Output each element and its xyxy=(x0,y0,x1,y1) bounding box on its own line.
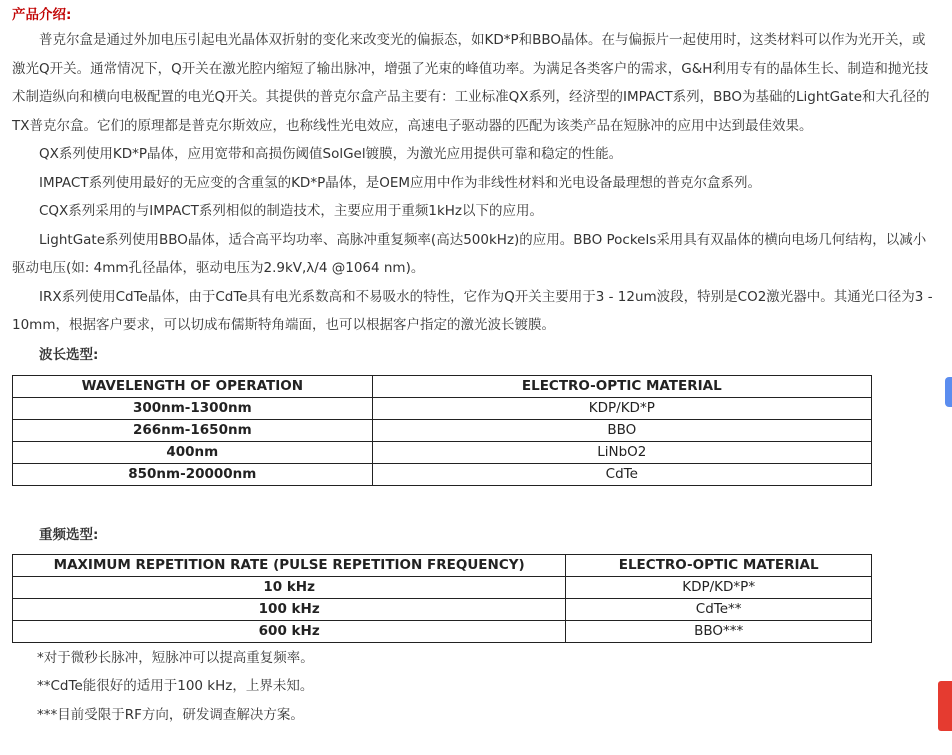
material-cell: BBO*** xyxy=(566,620,872,642)
wavelength-cell: 400nm xyxy=(13,441,373,463)
reprate-cell: 100 kHz xyxy=(13,598,566,620)
wavelength-cell: 266nm-1650nm xyxy=(13,419,373,441)
table-row xyxy=(13,463,872,485)
column-header: WAVELENGTH OF OPERATION xyxy=(13,375,373,397)
table-row xyxy=(13,598,872,620)
side-float-tab[interactable] xyxy=(938,681,952,731)
intro-paragraph: 普克尔盒是通过外加电压引起电光晶体双折射的变化来改变光的偏振态，如KD*P和BBO晶体。在与偏振片一起使用时，这类材料可以作为光开关，或激光Q开关。通常情况下，Q开关在激光腔内缩短了输出脉冲，增强了光束的峰值功率。为满足各类客户的需求，G&H利用专有的晶体生长、制造和抛光技术制造纵向和横向电极配置的电光Q开关。其提供的普克尔盒产品主要有：工业标准QX系列，经济型的IMPACT系列，BBO为基础的LightGate和大孔径的TX普克尔盒。它们的原理都是普克尔斯效应，也称线性光电效应，高速电子驱动器的匹配为该类产品在短脉冲的应用中达到最佳效果。 xyxy=(12,32,930,134)
footnotes xyxy=(12,644,938,730)
table-row xyxy=(13,620,872,642)
lightgate-series-paragraph: LightGate系列使用BBO晶体，适合高平均功率、高脉冲重复频率(高达500kHz)的应用。BBO Pockels采用具有双晶体的横向电场几何结构，以减小驱动电压(如: 4mm孔径晶体，驱动电压为2.9kV,λ/4 @1064 nm)。 xyxy=(12,231,927,276)
side-scroll-tab[interactable] xyxy=(945,377,952,407)
wavelength-cell: 300nm-1300nm xyxy=(13,397,373,419)
wavelength-table xyxy=(12,375,872,486)
material-cell: BBO xyxy=(372,419,871,441)
material-cell: LiNbO2 xyxy=(372,441,871,463)
table-row xyxy=(13,576,872,598)
material-cell: KDP/KD*P* xyxy=(566,576,872,598)
cqx-series-paragraph: CQX系列采用的与IMPACT系列相似的制造技术，主要应用于重频1kHz以下的应用。 xyxy=(39,203,544,219)
qx-series-paragraph: QX系列使用KD*P晶体，应用宽带和高损伤阈值SolGel镀膜，为激光应用提供可靠和稳定的性能。 xyxy=(39,146,623,162)
column-header: MAXIMUM REPETITION RATE (PULSE REPETITION FREQUENCY) xyxy=(13,554,566,576)
material-cell: CdTe** xyxy=(566,598,872,620)
material-cell: KDP/KD*P xyxy=(372,397,871,419)
table-row xyxy=(13,419,872,441)
material-cell: CdTe xyxy=(372,463,871,485)
table-row xyxy=(13,397,872,419)
reprate-table xyxy=(12,554,872,643)
footnote: *对于微秒长脉冲，短脉冲可以提高重复频率。 xyxy=(37,649,314,666)
table-header-row xyxy=(13,554,872,576)
impact-series-paragraph: IMPACT系列使用最好的无应变的含重氢的KD*P晶体，是OEM应用中作为非线性材料和光电设备最理想的普克尔盒系列。 xyxy=(39,174,762,191)
column-header: ELECTRO-OPTIC MATERIAL xyxy=(372,375,871,397)
table-header-row xyxy=(13,375,872,397)
table-row xyxy=(13,441,872,463)
wavelength-cell: 850nm-20000nm xyxy=(13,463,373,485)
footnote: **CdTe能很好的适用于100 kHz，上界未知。 xyxy=(37,678,314,694)
reprate-section-title: 重频选型: xyxy=(39,526,99,543)
section-title: 产品介绍: xyxy=(12,7,72,23)
irx-series-paragraph: IRX系列使用CdTe晶体，由于CdTe具有电光系数高和不易吸水的特性，它作为Q开关主要用于3 - 12um波段，特别是CO2激光器中。其通光口径为3 - 10mm，根据客户要求，可以切成布儒斯特角端面，也可以根据客户指定的激光波长镀膜。 xyxy=(12,288,933,333)
product-description xyxy=(12,4,938,729)
reprate-cell: 600 kHz xyxy=(13,620,566,642)
reprate-cell: 10 kHz xyxy=(13,576,566,598)
column-header: ELECTRO-OPTIC MATERIAL xyxy=(566,554,872,576)
footnote: ***目前受限于RF方向，研发调查解决方案。 xyxy=(37,706,304,723)
wavelength-section-title: 波长选型: xyxy=(39,346,99,363)
